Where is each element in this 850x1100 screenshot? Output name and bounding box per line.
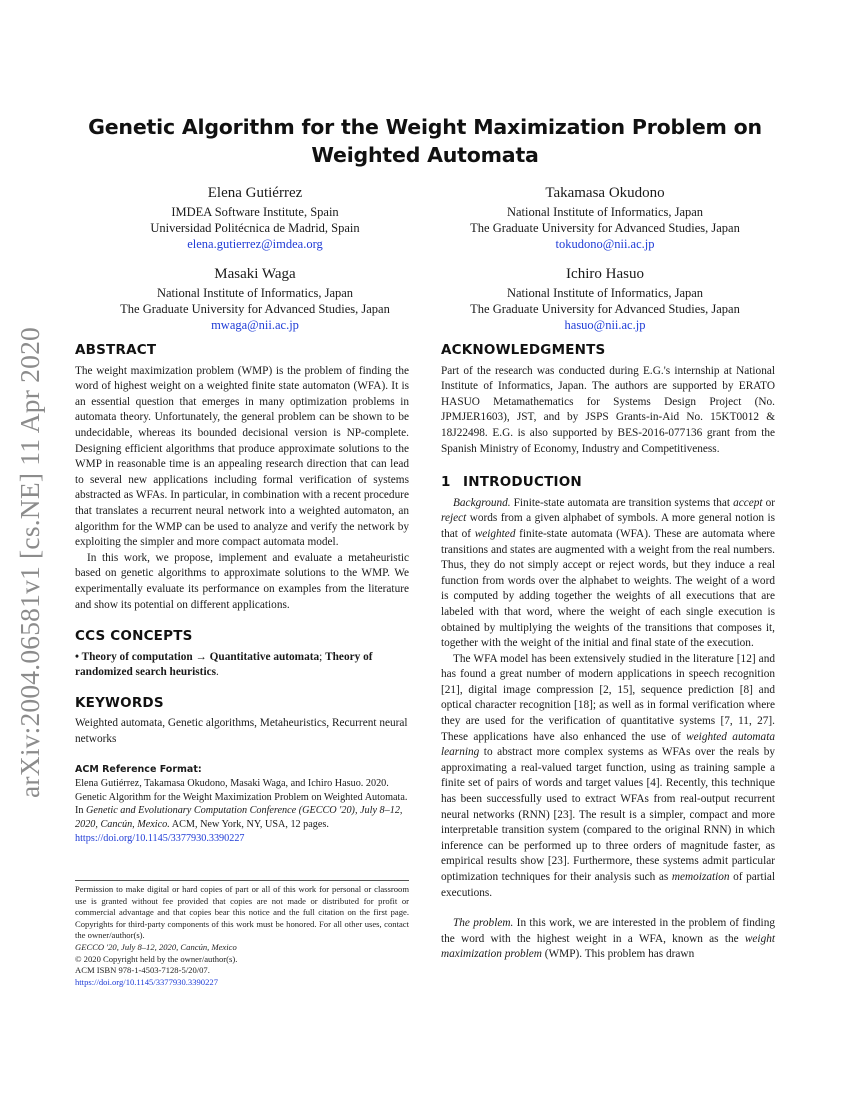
emph-reject: reject [441,512,467,525]
section-number: 1 [441,474,451,491]
acm-reference-authors: Elena Gutiérrez, Takamasa Okudono, Masaki Waga, and Ichiro Hasuo. 2020. Genetic Algorithm for the Weight Maximization Problem on Weighted Automata. In [75,778,408,817]
intro-paragraph-1 [441,496,775,652]
left-column [75,343,409,845]
text-span: finite-state automata (WFA). These are automata where transitions and states are augmented with a weight from the real numbers. Thus, they do not simply accept or reject words, but they induce a real function from words over the alphabet to weights. The weight of a word is computed by adding together the weights of all executions that are labeled with that word, where the weight of each single execution is obtained by multiplying the weights of the transitions that composes it, together with the weight of the initial and final state of the execution. [441,527,776,650]
ccs-concepts [75,650,409,681]
author-email-link[interactable]: tokudono@nii.ac.jp [555,237,655,251]
ccs-end: . [216,666,219,679]
abstract-heading: ABSTRACT [75,342,157,358]
intro-paragraph-2 [441,652,775,902]
author-block-2 [440,183,770,252]
emph-accept: accept [733,496,763,509]
text-span: Finite-state automata are transition systems that [510,496,734,509]
author-name: Ichiro Hasuo [566,266,644,282]
permission-isbn: ACM ISBN 978-1-4503-7128-5/20/07. [75,965,210,976]
arxiv-stamp: arXiv:2004.06581v1 [cs.NE] 11 Apr 2020 [14,327,45,798]
runin-the-problem: The problem. [453,917,514,930]
text-span: or [762,496,775,509]
author-email-link[interactable]: hasuo@nii.ac.jp [564,318,646,332]
ccs-heading: CCS CONCEPTS [75,628,193,645]
emph-memoization: memoization [671,871,730,883]
emph-weight-maximization-problem: weight maximization problem [441,932,775,961]
abstract-paragraph-2: In this work, we propose, implement and evaluate a metaheuristic based on genetic algorithms to approximate solutions to the WMP. We experimentally evaluate its performance on examples from the literature and show its potential on different applications. [75,551,409,611]
ccs-item-1: Theory of computation → Quantitative automata [81,650,320,663]
author-name: Takamasa Okudono [545,185,665,201]
author-block-3 [90,264,420,333]
permission-copyright: © 2020 Copyright held by the owner/author(s). [75,953,238,964]
right-column [441,343,775,963]
section-title: INTRODUCTION [463,474,582,491]
text-span: The WFA model has been extensively studied in the literature [12] and has found a great number of modern applications in speech recognition [21], digital image compression [2, 15], sequence prediction [8] and optical character recognition [18]; as well as in formal verification where they are used for the verification of quantitative systems [7, 11, 27]. These applications have also enhanced the use of [441,652,775,743]
ccs-bullet: • [75,650,79,663]
paper-title [70,113,780,169]
emph-weighted-automata-learning: weighted automata learning [441,730,775,759]
author-affiliation: IMDEA Software Institute, Spain [171,205,339,219]
title-line-1: Genetic Algorithm for the Weight Maximization Problem on [88,115,762,139]
keywords-text: Weighted automata, Genetic algorithms, Metaheuristics, Recurrent neural networks [75,717,408,746]
author-affiliation: National Institute of Informatics, Japan [156,286,354,300]
author-affiliation: The Graduate University for Advanced Studies, Japan [120,302,390,316]
ccs-item-2: Theory of randomized search heuristics [75,650,373,679]
author-email-link[interactable]: mwaga@nii.ac.jp [211,318,299,332]
text-span: words from a given alphabet of symbols. A more general notion is that of [441,512,775,540]
permission-doi-link[interactable]: https://doi.org/10.1145/3377930.3390227 [75,976,218,987]
keywords-heading: KEYWORDS [75,694,164,711]
author-name: Masaki Waga [214,266,296,282]
acm-reference-venue: Genetic and Evolutionary Computation Conference (GECCO '20), July 8–12, 2020, Cancún, Mexico. [75,805,403,831]
abstract-paragraph-1: The weight maximization problem (WMP) is the problem of finding the word of highest weight on a weighted finite state automaton (WFA). It is an essential question that emerges in many optimization problems in automata theory. Unfortunately, the general problem can be shown to be undecidable, whereas its bounded decisional version is NP-complete. Designing efficient algorithms that produce approximate solutions to the WMP in reasonable time is an appealing research direction that can lead to several new applications including formal verification of systems abstracted as WFAs. In particular, in combination with a recent procedure that translates a recurrent neural network into a weighted automaton, an algorithm for the WMP can be used to analyze and verify the network by exploiting the simpler and more compact automata model. [75,364,409,549]
acm-reference-text [75,777,409,845]
text-span: of partial executions. [441,871,775,899]
author-affiliation: National Institute of Informatics, Japan [506,205,704,219]
author-affiliation: The Graduate University for Advanced Studies, Japan [470,302,740,316]
text-span: (WMP). This problem has drawn [541,948,695,961]
permission-venue: GECCO '20, July 8–12, 2020, Cancún, Mexico [75,941,237,952]
runin-background: Background. [453,496,511,509]
footnote-rule [75,880,409,881]
title-line-2: Weighted Automata [311,143,539,167]
ccs-separator: ; [319,650,326,663]
intro-paragraph-3 [441,916,775,963]
text-span: In this work, we are interested in the problem of finding the word with the highest weight in a WFA, known as the [441,917,775,945]
author-block-4 [440,264,770,333]
author-affiliation: The Graduate University for Advanced Studies, Japan [470,221,740,235]
acm-reference-doi-link[interactable]: https://doi.org/10.1145/3377930.3390227 [75,832,245,844]
permission-text: Permission to make digital or hard copies of part or all of this work for personal or classroom use is granted without fee provided that copies are not made or distributed for profit or commercial advantage and that copies bear this notice and the full citation on the first page. Copyrights for third-party components of this work must be honored. For all other uses, contact the owner/author(s). [75,884,409,941]
acm-reference-rest: ACM, New York, NY, USA, 12 pages. [169,819,329,831]
permission-block [75,884,409,988]
emph-weighted: weighted [474,527,516,540]
acknowledgments-heading: ACKNOWLEDGMENTS [441,342,606,358]
author-affiliation: National Institute of Informatics, Japan [506,286,704,300]
text-span: to abstract more complex systems as WFAs over the reals by approximating a real-valued target function, using as training sample a finite set of pairs of words and target values [4]. Recently, this technique has been successfully used to extract WFAs from real-output recurrent neural networks (RNN) [23]. The result is a simpler, compact and more interpretable transition system (compared to the original RNN) in which inference can be performed up to three orders of magnitude faster, as empirical results show [23]. Furthermore, these systems admit particular optimization techniques for their analysis such as [441,746,775,883]
acm-reference-heading: ACM Reference Format: [75,763,202,775]
author-email-link[interactable]: elena.gutierrez@imdea.org [187,237,323,251]
author-block-1 [100,183,410,252]
acknowledgments-text: Part of the research was conducted during E.G.'s internship at National Institute of Informatics, Japan. The authors are supported by ERATO HASUO Metamathematics for Systems Design Project (No. JPMJER1603), JST, and by JSPS Grants-in-Aid No. 15KT0012 & 18J22498. E.G. is also supported by BES-2016-077136 grant from the Spanish Ministry of Economy, Industry and Competitiveness. [441,364,775,455]
author-name: Elena Gutiérrez [207,185,303,201]
author-affiliation: Universidad Politécnica de Madrid, Spain [150,221,360,235]
introduction-heading [441,475,775,491]
